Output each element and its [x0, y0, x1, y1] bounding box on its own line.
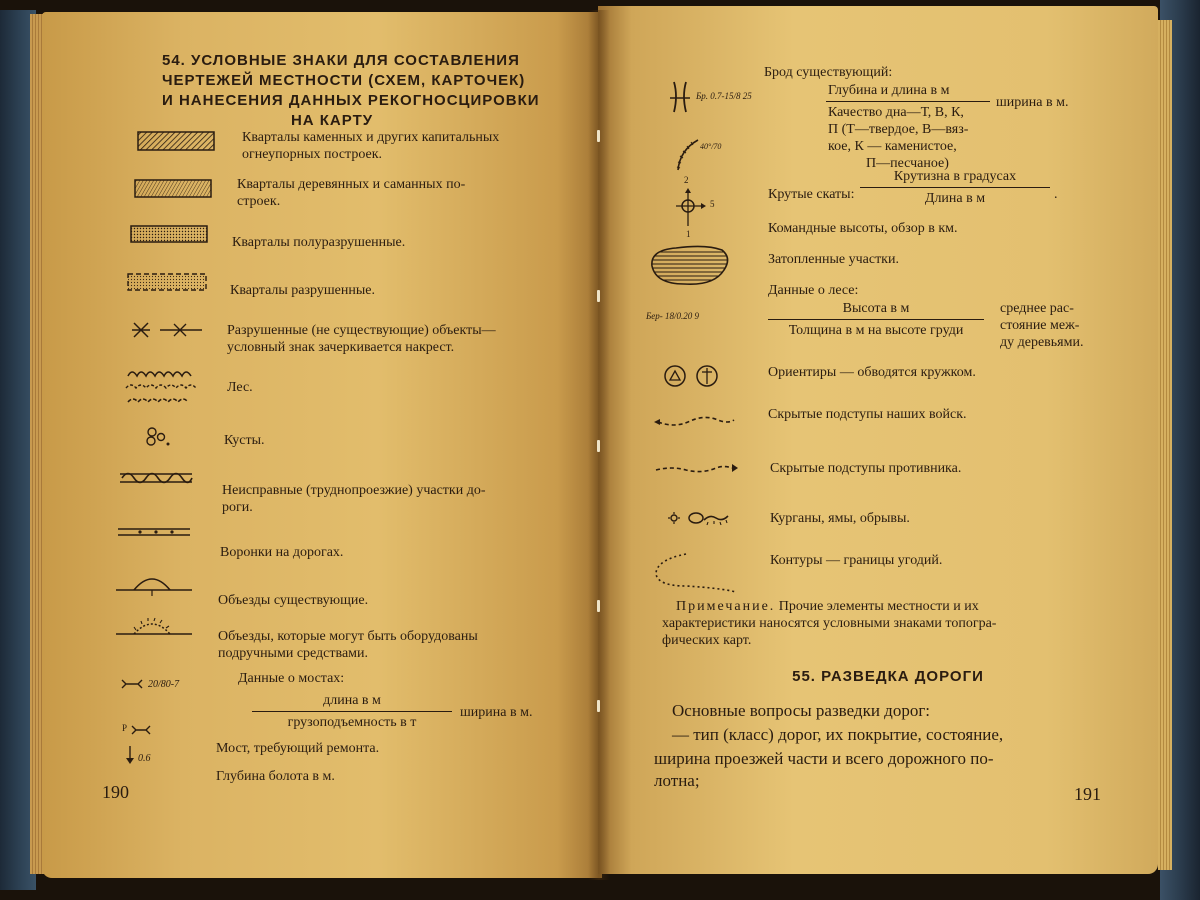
ford-den-line-1: Качество дна—Т, В, К,: [828, 105, 964, 120]
binding-stitch: [597, 700, 600, 712]
item-wooden-quarters-line-1: Кварталы деревянных и саманных по-: [237, 177, 466, 192]
ford-den-line-4: П—песчаное): [866, 156, 949, 171]
body-line-2: — тип (класс) дорог, их покрытие, состояние,: [672, 725, 1004, 744]
bushes-icon: [142, 424, 182, 450]
note-line-1: [676, 598, 979, 615]
forest-data-fraction: [768, 300, 984, 339]
hatched-block-icon: [137, 130, 217, 152]
ford-icon-label: Бр. 0.7-15/8 25: [696, 91, 752, 101]
body-line-3: ширина проезжей части и всего дорожного по-: [654, 749, 994, 768]
section-title-54-line-4: НА КАРТУ: [290, 112, 374, 129]
page-edges-right: [1158, 20, 1172, 870]
forest-data-icon-label: Бер- 18/0.20 9: [646, 311, 700, 321]
ford-den-line-3: кое, К — каменистое,: [828, 139, 957, 154]
forest-data-side-line-3: ду деревьями.: [1000, 335, 1084, 350]
hidden-enemy-approach-icon: [652, 456, 742, 478]
bridge-width-label: ширина в м.: [460, 705, 533, 720]
crossed-out-icon: [130, 320, 210, 340]
land-contour-icon: [650, 550, 746, 594]
forest-data-denominator: Толщина в м на высоте груди: [788, 323, 964, 338]
ford-heading: Брод существующий:: [764, 65, 893, 80]
item-stone-quarters-line-1: Кварталы каменных и других капитальных: [242, 130, 500, 145]
bad-road-icon: [118, 466, 198, 490]
steep-slopes-fraction: [860, 168, 1050, 207]
swamp-depth-icon: [124, 744, 136, 766]
item-detour-label: Объезды существующие.: [218, 593, 369, 608]
detour-icon: [114, 568, 196, 598]
forest-data-side-line-1: среднее рас-: [1000, 301, 1074, 316]
item-half-ruined-label: Кварталы полуразрушенные.: [232, 235, 406, 250]
ford-width-label: ширина в м.: [996, 95, 1069, 110]
road-craters-icon: [116, 524, 196, 540]
page-number-right: 191: [1074, 784, 1101, 804]
ford-den-line-2: П (Т—твердое, В—вяз-: [828, 122, 969, 137]
item-bad-road-line-1: Неисправные (труднопроезжие) участки до-: [222, 483, 486, 498]
steep-slope-icon-label: 40°/70: [700, 142, 722, 151]
item-bad-road-line-2: роги.: [222, 500, 253, 515]
note-line-3: фических карт.: [662, 633, 752, 648]
dotted-block-icon: [130, 224, 210, 246]
contours-label: Контуры — границы угодий.: [770, 553, 943, 568]
item-possible-detour-line-1: Объезды, которые могут быть оборудованы: [218, 629, 478, 644]
forest-data-side-line-2: стояние меж-: [1000, 318, 1080, 333]
item-stone-quarters-line-2: огнеупорных построек.: [242, 147, 383, 162]
forest-icon: [120, 362, 205, 412]
command-height-label-north: 2: [684, 175, 689, 185]
left-page: [42, 12, 602, 878]
item-road-craters-label: Воронки на дорогах.: [220, 545, 344, 560]
hidden-own-approaches-label: Скрытые подступы наших войск.: [768, 407, 967, 422]
section-title-54-line-1: 54. УСЛОВНЫЕ ЗНАКИ ДЛЯ СОСТАВЛЕНИЯ: [162, 52, 520, 69]
landmark-icon: [662, 362, 724, 390]
fraction-bar: [768, 319, 984, 320]
body-line-4: лотна;: [654, 771, 700, 790]
item-wooden-quarters-line-2: строек.: [237, 194, 281, 209]
bridge-icon: [120, 676, 144, 692]
command-height-label-south: 1: [686, 229, 691, 239]
item-crossed-out-line-1: Разрушенные (не существующие) объекты—: [227, 323, 496, 338]
flooded-areas-label: Затопленные участки.: [768, 252, 899, 267]
possible-detour-icon: [114, 612, 196, 642]
item-bushes-label: Кусты.: [224, 433, 265, 448]
bridge-fraction-denominator: грузоподъемность в т: [287, 715, 417, 730]
bridge-heading: Данные о мостах:: [238, 671, 345, 686]
steep-slopes-numerator: Крутизна в градусах: [893, 169, 1017, 184]
note-label: Примечание.: [676, 599, 776, 614]
bridge-fraction: [252, 692, 452, 731]
ford-fraction-numerator: Глубина и длина в м: [828, 83, 950, 98]
section-title-55: 55. РАЗВЕДКА ДОРОГИ: [792, 668, 984, 685]
binding-stitch: [597, 600, 600, 612]
body-line-1: Основные вопросы разведки дорог:: [672, 701, 931, 720]
item-forest-label: Лес.: [227, 380, 253, 395]
bridge-icon-label: 20/80-7: [148, 679, 180, 690]
item-crossed-out-line-2: условный знак зачеркивается накрест.: [227, 340, 455, 355]
bridge-repair-icon-label: Р: [122, 723, 128, 733]
note-line-1-text: Прочие элементы местности и их: [778, 599, 979, 614]
swamp-depth-icon-label: 0.6: [138, 753, 151, 764]
ford-fraction-bar: [826, 101, 990, 102]
hidden-own-approach-icon: [652, 408, 742, 430]
steep-slopes-prefix: Крутые скаты:: [768, 187, 855, 202]
steep-slopes-denominator: Длина в м: [924, 191, 986, 206]
right-page: [598, 6, 1158, 874]
fraction-bar: [860, 187, 1050, 188]
item-ruined-label: Кварталы разрушенные.: [230, 283, 375, 298]
dashed-block-icon: [127, 272, 209, 294]
steep-slopes-suffix: .: [1054, 187, 1058, 202]
page-number-left: 190: [102, 782, 129, 802]
swamp-depth-label: Глубина болота в м.: [216, 769, 335, 784]
forest-data-numerator: Высота в м: [842, 301, 910, 316]
ford-icon: [668, 78, 698, 116]
bridge-fraction-numerator: длина в м: [323, 693, 381, 708]
item-possible-detour-line-2: подручными средствами.: [218, 646, 369, 661]
flooded-area-icon: [646, 242, 732, 288]
forest-data-heading: Данные о лесе:: [768, 283, 859, 298]
command-heights-label: Командные высоты, обзор в км.: [768, 221, 958, 236]
binding-stitch: [597, 130, 600, 142]
mounds-pits-cliffs-label: Курганы, ямы, обрывы.: [770, 511, 910, 526]
binding-stitch: [597, 440, 600, 452]
command-height-label-east: 5: [710, 199, 715, 209]
hidden-enemy-approaches-label: Скрытые подступы противника.: [770, 461, 962, 476]
binding-stitch: [597, 290, 600, 302]
bridge-repair-label: Мост, требующий ремонта.: [216, 741, 380, 756]
note-line-2: характеристики наносятся условными знаками топогра-: [662, 616, 997, 631]
striped-block-icon: [134, 178, 214, 200]
section-title-54-line-2: ЧЕРТЕЖЕЙ МЕСТНОСТИ (СХЕМ, КАРТОЧЕК): [162, 72, 526, 89]
landmarks-label: Ориентиры — обводятся кружком.: [768, 365, 976, 380]
section-title-54-line-3: И НАНЕСЕНИЯ ДАННЫХ РЕКОГНОСЦИРОВКИ: [162, 92, 540, 109]
fraction-bar: [252, 711, 452, 712]
mound-pit-cliff-icon: [664, 506, 744, 530]
